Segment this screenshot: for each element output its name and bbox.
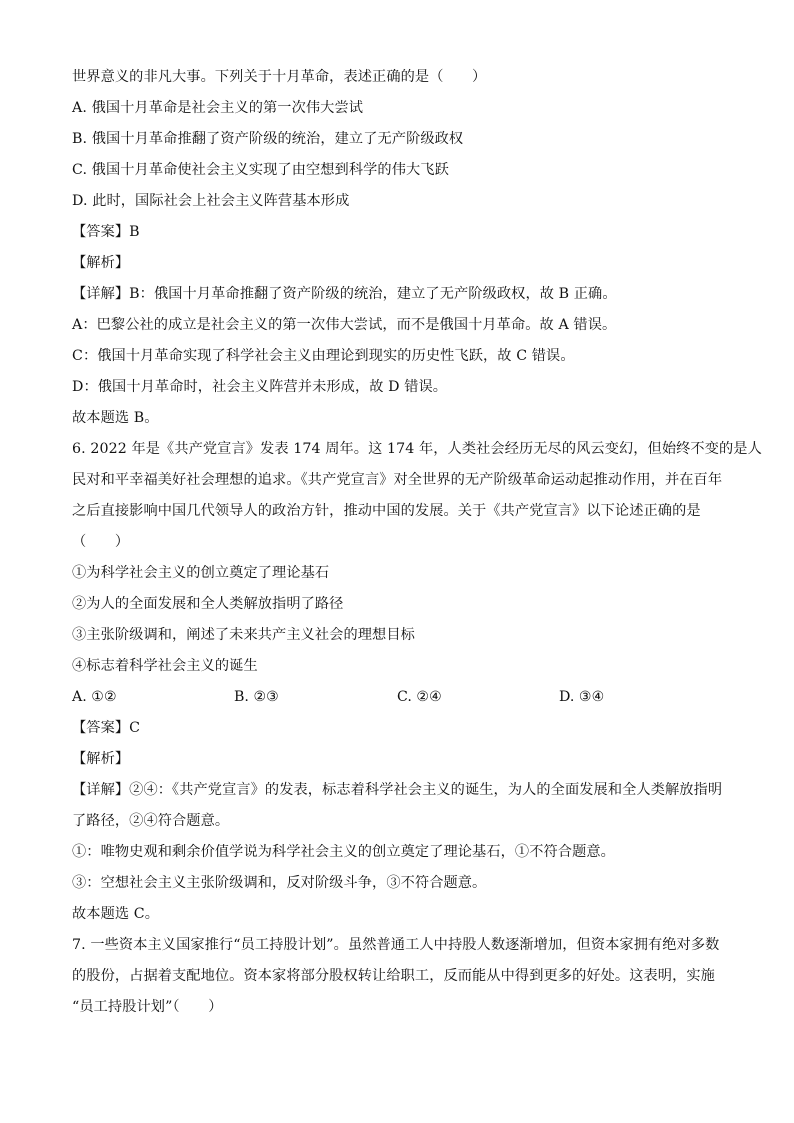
q7-stem-line-2: 的股份，占据着支配地位。资本家将部分股权转让给职工，反而能从中得到更多的好处。这表明，实施 (72, 968, 715, 984)
q7-stem-line-1: 7. 一些资本主义国家推行“员工持股计划”。虽然普通工人中持股人数逐渐增加，但资本家拥有绝对多数 (72, 937, 720, 953)
q6-stem-line-2: 民对和平幸福美好社会理想的追求。《共产党宣言》对全世界的无产阶级革命运动起推动作用，并在百年 (72, 472, 723, 488)
q6-option-a: A. ①② (72, 689, 117, 705)
q5-option-c: C. 俄国十月革命使社会主义实现了由空想到科学的伟大飞跃 (72, 162, 449, 178)
q6-option-d: D. ③④ (559, 689, 605, 705)
q6-statement-1: ①为科学社会主义的创立奠定了理论基石 (72, 565, 330, 581)
q5-conclusion: 故本题选 B。 (72, 410, 159, 426)
q6-stem-line-4: （ ） (72, 534, 130, 550)
q5-detail-2: A：巴黎公社的成立是社会主义的第一次伟大尝试，而不是俄国十月革命。故 A 错误。 (72, 317, 617, 333)
q6-stem-line-3: 之后直接影响中国几代领导人的政治方针，推动中国的发展。关于《共产党宣言》以下论述正确的是 (72, 503, 701, 519)
q6-conclusion: 故本题选 C。 (72, 906, 160, 922)
q6-statement-2: ②为人的全面发展和全人类解放指明了路径 (72, 596, 344, 612)
q6-detail-3: ①：唯物史观和剩余价值学说为科学社会主义的创立奠定了理论基石，①不符合题意。 (72, 844, 615, 860)
q5-analysis-label: 【解析】 (72, 255, 130, 271)
q6-detail-4: ③：空想社会主义主张阶级调和，反对阶级斗争，③不符合题意。 (72, 875, 487, 891)
q5-detail-4: D：俄国十月革命时，社会主义阵营并未形成，故 D 错误。 (72, 379, 448, 395)
q6-analysis-label: 【解析】 (72, 751, 130, 767)
q5-detail-3: C：俄国十月革命实现了科学社会主义由理论到现实的历史性飞跃，故 C 错误。 (72, 348, 575, 364)
q6-option-c: C. ②④ (397, 689, 442, 705)
q6-detail-2: 了路径，②④符合题意。 (72, 813, 230, 829)
q5-option-d: D. 此时，国际社会上社会主义阵营基本形成 (72, 193, 350, 209)
q6-answer: 【答案】C (72, 720, 141, 736)
q6-stem-line-1: 6. 2022 年是《共产党宣言》发表 174 周年。这 174 年，人类社会经历无尽的风云变幻，但始终不变的是人 (72, 441, 762, 457)
q6-statement-3: ③主张阶级调和，阐述了未来共产主义社会的理想目标 (72, 627, 415, 643)
q5-option-a: A. 俄国十月革命是社会主义的第一次伟大尝试 (72, 100, 364, 116)
q6-options (72, 682, 724, 713)
q5-stem-tail: 世界意义的非凡大事。下列关于十月革命，表述正确的是（ ） (72, 69, 487, 85)
q5-answer: 【答案】B (72, 224, 140, 240)
q6-statement-4: ④标志着科学社会主义的诞生 (72, 658, 258, 674)
q5-option-b: B. 俄国十月革命推翻了资产阶级的统治，建立了无产阶级政权 (72, 131, 464, 147)
document-page (72, 62, 762, 1023)
q7-stem-line-3: “员工持股计划”（ ） (72, 999, 223, 1015)
q6-option-b: B. ②③ (234, 689, 279, 705)
q5-detail-1: 【详解】B：俄国十月革命推翻了资产阶级的统治，建立了无产阶级政权，故 B 正确。 (72, 286, 617, 302)
q6-detail-1: 【详解】②④：《共产党宣言》的发表，标志着科学社会主义的诞生，为人的全面发展和全人类解放指明 (72, 782, 723, 798)
